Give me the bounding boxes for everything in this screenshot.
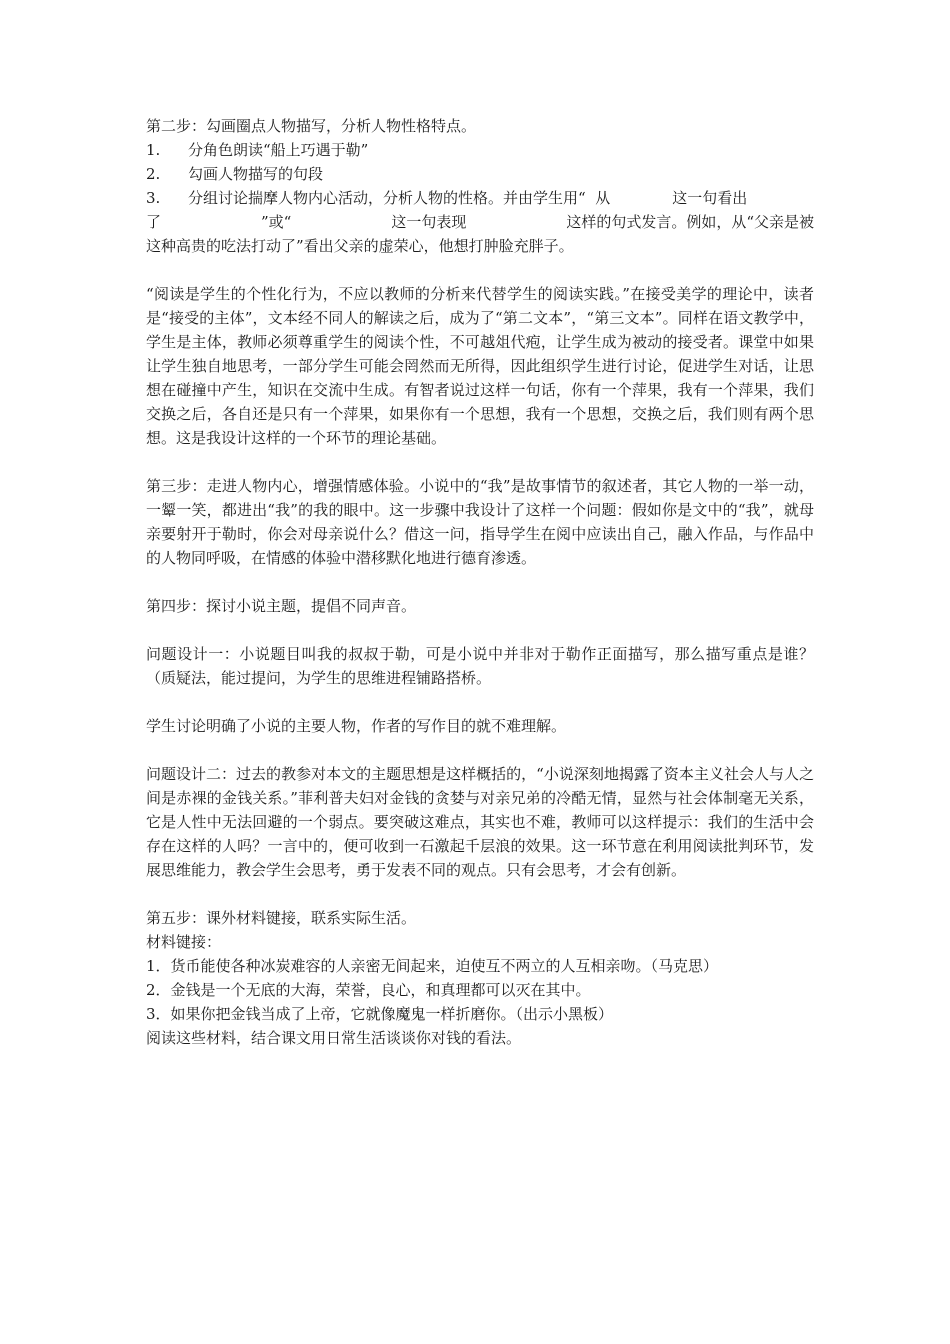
question1-paragraph: 问题设计一：小说题目叫我的叔叔于勒，可是小说中并非对于勒作正面描写，那么描写重点是谁？（质疑法，能过提问，为学生的思维进程铺路搭桥。 — [146, 645, 814, 687]
step2-example: 这种高贵的吃法打动了”看出父亲的虚荣心，他想打肿脸充胖子。 — [146, 237, 574, 255]
step3-paragraph: 第三步：走进人物内心，增强情感体验。小说中的“我”是故事情节的叙述者，其它人物的一举一动，一颦一笑，都进出“我”的我的眼中。这一步骤中我设计了这样一个问题：假如你是文中的“我”，就母亲要射开于勒时，你会对母亲说什么？借这一问，指导学生在阅中应读出自己，融入作品，与作品中的人物同呼吸，在情感的体验中潜移默化地进行德育渗透。 — [146, 477, 814, 567]
materials-subheading: 材料键接： — [146, 933, 222, 951]
list-number: 2. — [146, 165, 161, 183]
fill-segment: 这一句表现 — [391, 213, 467, 231]
fill-segment: ”或“ — [261, 213, 292, 231]
material-item: 1．货币能使各种冰炭难容的人亲密无间起来，迫使互不两立的人互相亲吻。（马克思） — [146, 957, 719, 975]
list-number: 3. — [146, 189, 161, 207]
list-item — [146, 138, 814, 162]
discussion-paragraph: 学生讨论明确了小说的主要人物，作者的写作目的就不难理解。 — [146, 717, 567, 735]
list-number: 1. — [146, 141, 161, 159]
fill-in-line — [146, 210, 814, 234]
list-text: 分角色朗读“船上巧遇于勒” — [188, 141, 369, 159]
material-item: 3．如果你把金钱当成了上帝，它就像魔鬼一样折磨你。（出示小黑板） — [146, 1005, 614, 1023]
closing-prompt: 阅读这些材料，结合课文用日常生活谈谈你对钱的看法。 — [146, 1029, 522, 1047]
list-item — [146, 186, 814, 210]
material-item: 2．金钱是一个无底的大海，荣誉，良心，和真理都可以灭在其中。 — [146, 981, 591, 999]
step4-heading: 第四步：探讨小说主题，提倡不同声音。 — [146, 597, 417, 615]
question2-paragraph: 问题设计二：过去的教参对本文的主题思想是这样概括的，“小说深刻地揭露了资本主义社会人与人之间是赤裸的金钱关系。”菲利普夫妇对金钱的贪婪与对亲兄弟的冷酷无情，显然与社会体制毫无关系，它是人性中无法回避的一个弱点。要突破这难点，其实也不难，教师可以这样提示：我们的生活中会存在这样的人吗？一言中的，便可收到一石激起千层浪的效果。这一环节意在利用阅读批判环节，发展思维能力，教会学生会思考，勇于发表不同的观点。只有会思考，才会有创新。 — [146, 765, 814, 879]
theory-paragraph: “阅读是学生的个性化行为，不应以教师的分析来代替学生的阅读实践。”在接受美学的理论中，读者是“接受的主体”，文本经不同人的解读之后，成为了“第二文本”，“第三文本”。同样在语文教学中，学生是主体，教师必须尊重学生的阅读个性，不可越俎代疱，让学生成为被动的接受者。课堂中如果让学生独自地思考，一部分学生可能会罔然而无所得，因此组织学生进行讨论，促进学生对话，让思想在碰撞中产生，知识在交流中生成。有智者说过这样一句话，你有一个萍果，我有一个萍果，我们交换之后，各自还是只有一个萍果，如果你有一个思想，我有一个思想，交换之后，我们则有两个思想。这是我设计这样的一个环节的理论基础。 — [146, 285, 814, 447]
fill-segment: 了 — [146, 213, 162, 231]
list-text: 勾画人物描写的句段 — [188, 165, 324, 183]
document-page — [146, 114, 814, 1050]
list-item — [146, 162, 814, 186]
step2-heading: 第二步：勾画圈点人物描写，分析人物性格特点。 — [146, 117, 477, 135]
list-text: 分组讨论揣摩人物内心活动，分析人物的性格。并由学生用“ 从 这一句看出 — [188, 189, 748, 207]
step5-heading: 第五步：课外材料键接，联系实际生活。 — [146, 909, 417, 927]
fill-segment: 这样的句式发言。例如，从“父亲是被 — [566, 213, 814, 231]
